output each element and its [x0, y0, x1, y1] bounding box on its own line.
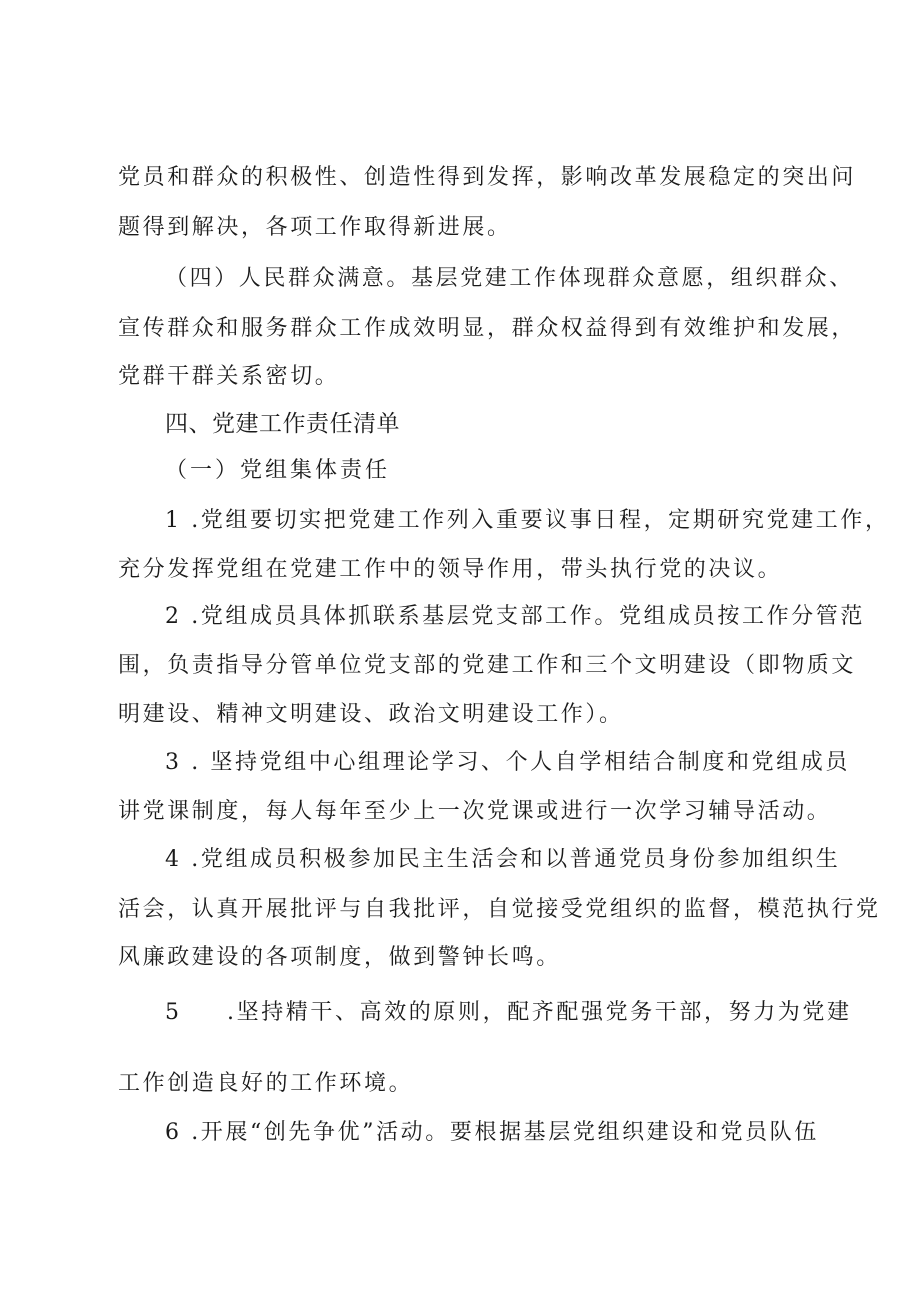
list-item-line: 讲党课制度，每人每年至少上一次党课或进行一次学习辅导活动。 — [118, 799, 832, 824]
list-item-text: .坚持精干、高效的原则，配齐配强党务干部，努力为党建 — [227, 1000, 852, 1025]
list-item-line: 3 . 坚持党组中心组理论学习、个人自学相结合制度和党组成员 — [165, 750, 850, 775]
paragraph-line: 党员和群众的积极性、创造性得到发挥，影响改革发展稳定的突出问 — [118, 165, 857, 190]
list-item-line: 1 .党组要切实把党建工作列入重要议事日程，定期研究党建工作， — [165, 508, 890, 533]
list-item-line: 围，负责指导分管单位党支部的党建工作和三个文明建设（即物质文 — [118, 653, 857, 678]
sub-heading: （一）党组集体责任 — [165, 458, 391, 483]
paragraph-line: 题得到解决，各项工作取得新进展。 — [118, 215, 512, 240]
list-item-line: 风廉政建设的各项制度，做到警钟长鸣。 — [118, 945, 561, 970]
paragraph-line: （四）人民群众满意。基层党建工作体现群众意愿，组织群众、 — [165, 266, 854, 291]
list-item-line — [165, 998, 852, 1028]
list-item-line: 工作创造良好的工作环境。 — [118, 1071, 414, 1096]
list-item-number: 5 — [165, 1000, 179, 1025]
list-item-line: 4 .党组成员积极参加民主生活会和以普通党员身份参加组织生 — [165, 847, 841, 872]
list-item-line: 6 .开展“创先争优”活动。要根据基层党组织建设和党员队伍 — [165, 1120, 819, 1145]
list-item-line: 充分发挥党组在党建工作中的领导作用，带头执行党的决议。 — [118, 557, 783, 582]
section-heading: 四、党建工作责任清单 — [165, 411, 400, 437]
list-item-line: 活会，认真开展批评与自我批评，自觉接受党组织的监督，模范执行党 — [118, 897, 881, 922]
list-item-line: 明建设、精神文明建设、政治文明建设工作）。 — [118, 702, 624, 727]
list-item-line: 2 .党组成员具体抓联系基层党支部工作。党组成员按工作分管范 — [165, 604, 865, 629]
paragraph-line: 党群干群关系密切。 — [118, 364, 340, 389]
paragraph-line: 宣传群众和服务群众工作成效明显，群众权益得到有效维护和发展， — [118, 316, 857, 341]
